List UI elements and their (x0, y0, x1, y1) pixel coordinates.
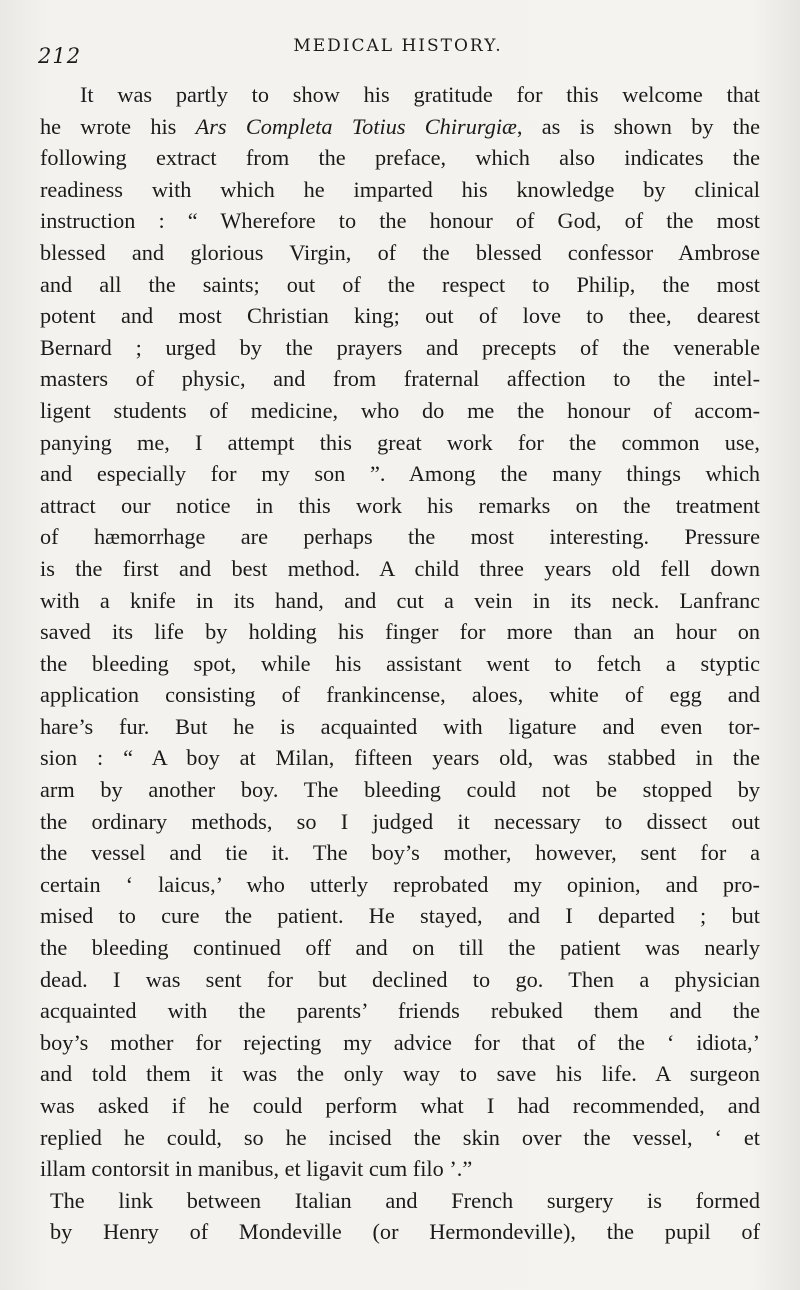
text-line: and all the saints; out of the respect to Philip, the most (40, 271, 760, 297)
text-line: the ordinary methods, so I judged it necessary to dissect out (40, 808, 760, 834)
text-line: hare’s fur. But he is acquainted with ligature and even tor- (40, 713, 760, 739)
text-line: was asked if he could perform what I had recommended, and (40, 1093, 760, 1118)
text-line: The link between Italian and French surgery is formed (50, 1187, 760, 1213)
text-line: ligent students of medicine, who do me the honour of accom- (40, 397, 760, 423)
text-line: following extract from the preface, which also indicates the (40, 145, 760, 171)
text-line: is the first and best method. A child three years old fell down (40, 555, 760, 581)
text-line: illam contorsit in manibus, et ligavit cum filo ’.” (40, 1156, 473, 1182)
book-title: Ars Completa Totius Chirurgiæ (195, 113, 517, 139)
text-line: acquainted with the parents’ friends rebuked them and the (40, 998, 760, 1024)
text-line (40, 111, 760, 143)
text-line: instruction : “ Wherefore to the honour of God, of the most (40, 208, 760, 234)
text-line: the bleeding spot, while his assistant went to fetch a styptic (40, 650, 760, 676)
body-text (40, 79, 760, 1248)
running-head: MEDICAL HISTORY. (293, 36, 503, 56)
page-header (38, 34, 758, 68)
text-line: sion : “ A boy at Milan, fifteen years old, was stabbed in the (40, 745, 760, 771)
text-line: potent and most Christian king; out of love to thee, dearest (40, 303, 760, 329)
text-line: Bernard ; urged by the prayers and precepts of the venerable (40, 334, 760, 360)
text-line: of hæmorrhage are perhaps the most interesting. Pressure (40, 524, 760, 550)
text-line: blessed and glorious Virgin, of the blessed confessor Ambrose (40, 239, 760, 265)
text-line: by Henry of Mondeville (or Hermondeville), the pupil of (50, 1219, 760, 1245)
text-line: with a knife in its hand, and cut a vein in its neck. Lanfranc (40, 587, 760, 613)
text-line: readiness with which he imparted his knowledge by clinical (40, 176, 760, 202)
text-line: dead. I was sent for but declined to go. Then a physician (40, 966, 760, 992)
text-line: the bleeding continued off and on till the patient was nearly (40, 935, 760, 961)
text-line: mised to cure the patient. He stayed, and I departed ; but (40, 903, 760, 929)
text-line: arm by another boy. The bleeding could not be stopped by (40, 777, 760, 803)
page-number: 212 (38, 44, 82, 68)
text-line: saved its life by holding his finger for more than an hour on (40, 619, 760, 645)
text-span: he wrote his (40, 113, 196, 139)
text-line: replied he could, so he incised the skin over the vessel, ‘ et (40, 1124, 760, 1150)
text-line: It was partly to show his gratitude for this welcome that (80, 82, 760, 107)
text-line: boy’s mother for rejecting my advice for that of the ‘ idiota,’ (40, 1029, 760, 1055)
text-line: and especially for my son ”. Among the many things which (40, 461, 760, 487)
text-span: , as is shown by the (516, 113, 761, 139)
text-line: application consisting of frankincense, aloes, white of egg and (40, 682, 760, 708)
text-line: certain ‘ laicus,’ who utterly reprobated my opinion, and pro- (40, 871, 760, 897)
text-line: the vessel and tie it. The boy’s mother, however, sent for a (40, 840, 760, 866)
text-line: panying me, I attempt this great work for the common use, (40, 429, 760, 455)
text-line: and told them it was the only way to save his life. A surgeon (40, 1061, 760, 1087)
text-line: attract our notice in this work his remarks on the treatment (40, 492, 760, 518)
text-line: masters of physic, and from fraternal affection to the intel- (40, 366, 760, 392)
